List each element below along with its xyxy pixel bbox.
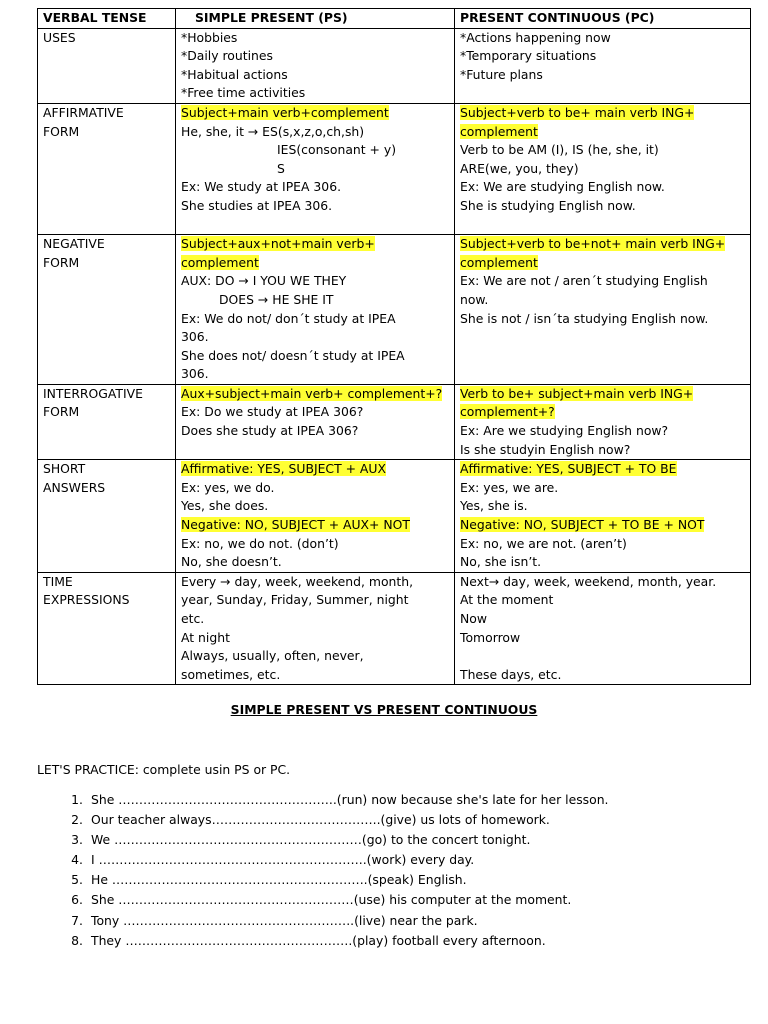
exercise-item bbox=[37, 850, 609, 870]
highlighted-rule-line bbox=[181, 104, 449, 123]
exercise-number: 6. bbox=[71, 892, 83, 908]
cell-text-line: *Hobbies bbox=[181, 29, 238, 45]
highlighted-rule-line bbox=[181, 460, 449, 479]
exercise-text: Tony ………………………………………………..(live) near the park. bbox=[91, 912, 478, 928]
exercise-number: 2. bbox=[71, 812, 83, 828]
highlight-text: complement bbox=[181, 254, 259, 270]
row-label-line: INTERROGATIVE bbox=[43, 385, 143, 401]
present-continuous-cell bbox=[455, 384, 751, 459]
highlight-text: Negative: NO, SUBJECT + TO BE + NOT bbox=[460, 517, 705, 533]
highlight-text: Affirmative: YES, SUBJECT + AUX bbox=[181, 461, 386, 477]
cell-text-line: Ex: no, we are not. (aren’t) bbox=[460, 535, 627, 551]
cell-text-line: *Daily routines bbox=[181, 48, 273, 64]
cell-text-line: She is not / isn´ta studying English now. bbox=[460, 310, 709, 326]
table-row bbox=[38, 384, 751, 459]
row-label-line: FORM bbox=[43, 254, 80, 270]
highlight-text: Subject+verb to be+ main verb ING+ bbox=[460, 104, 695, 120]
highlighted-rule-line bbox=[460, 516, 745, 535]
highlight-text: Subject+aux+not+main verb+ bbox=[181, 236, 375, 252]
cell-text-line: Ex: yes, we do. bbox=[181, 479, 275, 495]
cell-text-line: Does she study at IPEA 306? bbox=[181, 423, 359, 439]
table-body bbox=[38, 28, 751, 685]
cell-text-line: now. bbox=[460, 291, 489, 307]
header-simple-present: SIMPLE PRESENT (PS) bbox=[176, 9, 455, 29]
highlight-text: Subject+main verb+complement bbox=[181, 104, 389, 120]
header-present-continuous: PRESENT CONTINUOUS (PC) bbox=[455, 9, 751, 29]
highlighted-rule-line bbox=[460, 123, 745, 142]
row-label-line: NEGATIVE bbox=[43, 236, 105, 252]
table-row bbox=[38, 235, 751, 385]
cell-text-line: DOES → HE SHE IT bbox=[219, 291, 334, 307]
cell-text-line: Tomorrow bbox=[460, 629, 521, 645]
cell-text-line: Ex: Are we studying English now? bbox=[460, 423, 669, 439]
exercise-number: 4. bbox=[71, 852, 83, 868]
cell-text-line: Yes, she is. bbox=[460, 498, 528, 514]
cell-text-line: Ex: yes, we are. bbox=[460, 479, 559, 495]
cell-text-line bbox=[460, 647, 745, 666]
simple-present-cell bbox=[176, 103, 455, 234]
highlight-text: Subject+verb to be+not+ main verb ING+ bbox=[460, 236, 726, 252]
simple-present-cell bbox=[176, 28, 455, 103]
highlighted-rule-line bbox=[460, 254, 745, 273]
cell-text-line: IES(consonant + y) bbox=[277, 142, 397, 158]
row-label-line: FORM bbox=[43, 123, 80, 139]
cell-text-line: AUX: DO → I YOU WE THEY bbox=[181, 273, 347, 289]
table-header-row bbox=[38, 9, 751, 29]
exercise-list bbox=[37, 790, 609, 951]
present-continuous-cell bbox=[455, 103, 751, 234]
cell-text-line: Yes, she does. bbox=[181, 498, 269, 514]
highlighted-rule-line bbox=[460, 235, 745, 254]
row-label-line: ANSWERS bbox=[43, 479, 106, 495]
row-label-line: USES bbox=[43, 29, 76, 45]
exercise-number: 3. bbox=[71, 832, 83, 848]
cell-text-line: Next→ day, week, weekend, month, year. bbox=[460, 573, 717, 589]
cell-text-line: No, she isn’t. bbox=[460, 554, 542, 570]
exercise-text: She …………………………………………………(use) his computer at the moment. bbox=[91, 892, 572, 908]
cell-text-line: *Temporary situations bbox=[460, 48, 597, 64]
row-label bbox=[38, 460, 176, 573]
exercise-text: We ……………………………………………………(go) to the concert tonight. bbox=[91, 832, 531, 848]
cell-text-line: year, Sunday, Friday, Summer, night bbox=[181, 592, 409, 608]
cell-text-line bbox=[181, 216, 449, 235]
exercise-number: 7. bbox=[71, 912, 83, 928]
highlighted-rule-line bbox=[460, 403, 745, 422]
row-label-line: SHORT bbox=[43, 461, 86, 477]
simple-present-cell bbox=[176, 235, 455, 385]
highlight-text: Affirmative: YES, SUBJECT + TO BE bbox=[460, 461, 677, 477]
row-label bbox=[38, 28, 176, 103]
cell-text-line: Ex: We study at IPEA 306. bbox=[181, 179, 342, 195]
highlight-text: Verb to be+ subject+main verb ING+ bbox=[460, 385, 694, 401]
section-subtitle: SIMPLE PRESENT VS PRESENT CONTINUOUS bbox=[230, 702, 538, 717]
row-label bbox=[38, 572, 176, 685]
cell-text-line: *Habitual actions bbox=[181, 66, 288, 82]
highlight-text: complement bbox=[460, 123, 538, 139]
highlight-text: Negative: NO, SUBJECT + AUX+ NOT bbox=[181, 517, 410, 533]
row-label-line: AFFIRMATIVE bbox=[43, 104, 124, 120]
highlighted-rule-line bbox=[181, 516, 449, 535]
cell-text-line: *Future plans bbox=[460, 66, 543, 82]
exercise-text: I ………………………………………………………..(work) every day. bbox=[91, 852, 475, 868]
cell-text-line: Always, usually, often, never, bbox=[181, 648, 364, 664]
cell-text-line: Now bbox=[460, 611, 487, 626]
highlighted-rule-line bbox=[181, 254, 449, 273]
cell-text-line: Every → day, week, weekend, month, bbox=[181, 573, 414, 589]
cell-text-line: *Actions happening now bbox=[460, 29, 611, 45]
cell-text-line: At night bbox=[181, 629, 230, 645]
exercise-item bbox=[37, 931, 609, 951]
exercise-text: He ……………………………………………………..(speak) English. bbox=[91, 872, 467, 888]
table-row bbox=[38, 460, 751, 573]
exercise-item bbox=[37, 911, 609, 931]
cell-text-line: Ex: Do we study at IPEA 306? bbox=[181, 404, 364, 420]
highlight-text: Aux+subject+main verb+ complement+? bbox=[181, 385, 443, 401]
exercise-item bbox=[37, 810, 609, 830]
cell-text-line: Ex: We are studying English now. bbox=[460, 179, 665, 195]
exercise-item bbox=[37, 870, 609, 890]
highlighted-rule-line bbox=[460, 104, 745, 123]
cell-text-line: 306. bbox=[181, 366, 209, 382]
practice-heading: LET'S PRACTICE: complete usin PS or PC. bbox=[37, 762, 291, 777]
row-label bbox=[38, 384, 176, 459]
cell-text-line: She is studying English now. bbox=[460, 197, 636, 213]
cell-text-line: Verb to be AM (I), IS (he, she, it) bbox=[460, 142, 659, 158]
table-row bbox=[38, 28, 751, 103]
present-continuous-cell bbox=[455, 235, 751, 385]
table-row bbox=[38, 103, 751, 234]
cell-text-line: ARE(we, you, they) bbox=[460, 160, 579, 176]
present-continuous-cell bbox=[455, 28, 751, 103]
simple-present-cell bbox=[176, 384, 455, 459]
simple-present-cell bbox=[176, 460, 455, 573]
cell-text-line: No, she doesn’t. bbox=[181, 554, 282, 570]
row-label-line: TIME bbox=[43, 573, 73, 589]
cell-text-line: Ex: We are not / aren´t studying English bbox=[460, 273, 708, 289]
cell-text-line: etc. bbox=[181, 611, 205, 626]
simple-present-cell bbox=[176, 572, 455, 685]
highlighted-rule-line bbox=[181, 235, 449, 254]
cell-text-line: Ex: no, we do not. (don’t) bbox=[181, 535, 339, 551]
row-label bbox=[38, 235, 176, 385]
cell-text-line: He, she, it → ES(s,x,z,o,ch,sh) bbox=[181, 123, 365, 139]
present-continuous-cell bbox=[455, 572, 751, 685]
row-label-line: EXPRESSIONS bbox=[43, 592, 130, 608]
cell-text-line: 306. bbox=[181, 329, 209, 345]
cell-text-line: She studies at IPEA 306. bbox=[181, 197, 333, 213]
exercise-text: Our teacher always…………………………………..(give) us lots of homework. bbox=[91, 812, 550, 828]
cell-text-line: *Free time activities bbox=[181, 85, 306, 101]
exercise-text: They ……………………………………………….(play) football every afternoon. bbox=[91, 932, 546, 948]
exercise-text: She ……………………………………………..(run) now because she's late for her lesson. bbox=[91, 792, 609, 807]
cell-text-line: At the moment bbox=[460, 592, 554, 608]
exercise-number: 5. bbox=[71, 872, 83, 888]
highlight-text: complement+? bbox=[460, 404, 555, 420]
highlighted-rule-line bbox=[460, 460, 745, 479]
cell-text-line: She does not/ doesn´t study at IPEA bbox=[181, 347, 405, 363]
cell-text-line: sometimes, etc. bbox=[181, 666, 281, 682]
exercise-item bbox=[37, 890, 609, 910]
cell-text-line: S bbox=[277, 160, 285, 176]
row-label bbox=[38, 103, 176, 234]
highlight-text: complement bbox=[460, 254, 538, 270]
cell-text-line: Is she studyin English now? bbox=[460, 441, 631, 457]
tense-comparison-table bbox=[37, 8, 751, 685]
present-continuous-cell bbox=[455, 460, 751, 573]
header-verbal-tense: VERBAL TENSE bbox=[38, 9, 176, 29]
highlighted-rule-line bbox=[181, 385, 449, 404]
exercise-number: 1. bbox=[71, 792, 83, 807]
exercise-number: 8. bbox=[71, 932, 83, 948]
exercise-item bbox=[37, 830, 609, 850]
exercise-item bbox=[37, 790, 609, 810]
cell-text-line: Ex: We do not/ don´t study at IPEA bbox=[181, 310, 396, 326]
row-label-line: FORM bbox=[43, 404, 80, 420]
cell-text-line: These days, etc. bbox=[460, 666, 562, 682]
table-row bbox=[38, 572, 751, 685]
highlighted-rule-line bbox=[460, 385, 745, 404]
